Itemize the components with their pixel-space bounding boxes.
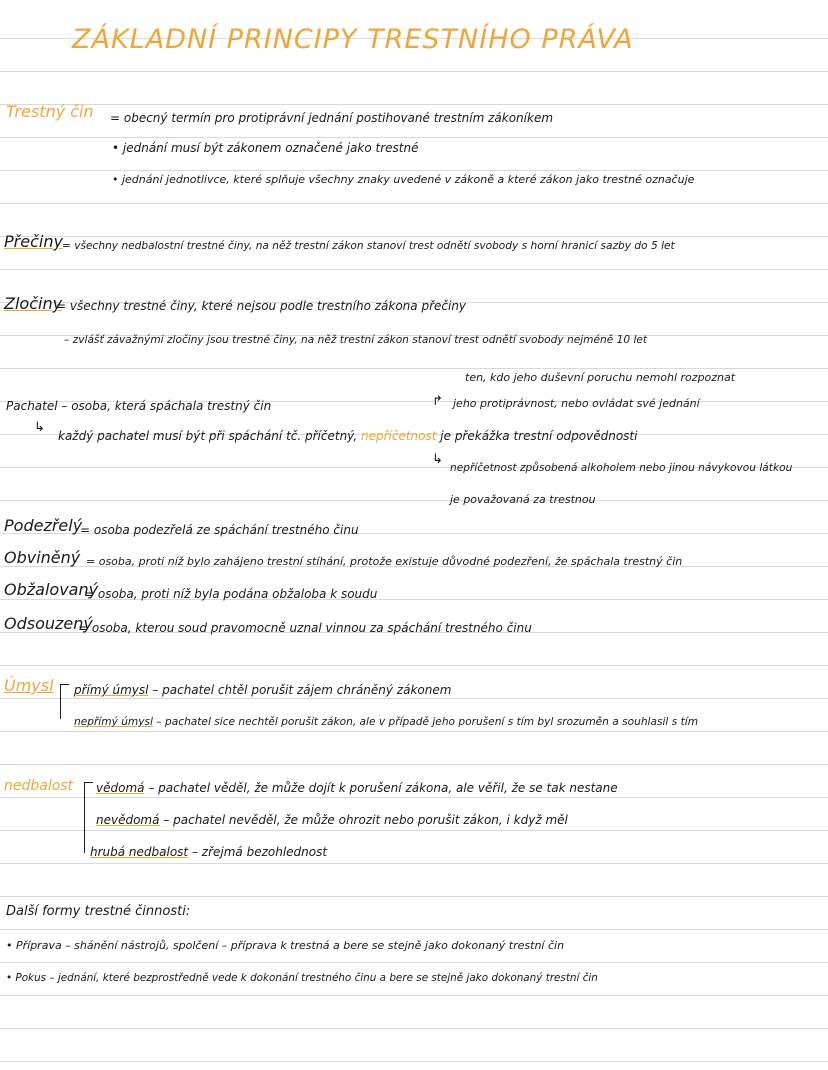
def-trestny-cin: = obecný termín pro protiprávní jednání postihované trestním zákoníkem: [110, 111, 554, 125]
term-preciny: Přečiny: [4, 232, 63, 251]
pachatel-note-2: je považovaná za trestnou: [450, 493, 596, 506]
pachatel-line-1: Pachatel – osoba, která spáchala trestný čin: [6, 399, 272, 413]
def-obvineny: = osoba, proti níž bylo zahájeno trestní stíhání, protože existuje důvodné podezření, že spáchala trestný čin: [86, 555, 683, 568]
zlociny-sub: – zvlášť závažnými zločiny jsou trestné činy, na něž trestní zákon stanoví trest odnětí svobody nejméně 10 let: [64, 334, 648, 346]
term-podezrely: Podezřelý: [4, 516, 83, 535]
dalsi-formy-item-1: • Příprava – shánění nástrojů, spolčení – příprava k trestná a bere se stejně jako dokonaný trestní čin: [6, 939, 565, 952]
pachatel-line-2-a: každý pachatel musí být při spáchání tč. příčetný,: [58, 429, 358, 443]
umysl-neprimy: [74, 714, 698, 730]
primy-umysl-label: přímý úmysl: [74, 683, 149, 697]
nevedoma-def: – pachatel nevěděl, že může ohrozit nebo porušit zákon, i když měl: [163, 813, 568, 827]
vedoma-def: – pachatel věděl, že může dojít k porušení zákona, ale věřil, že se tak nestane: [148, 781, 618, 795]
term-umysl: Úmysl: [4, 676, 54, 695]
primy-umysl-def: – pachatel chtěl porušit zájem chráněný zákonem: [152, 683, 452, 697]
nedbalost-vedoma: [96, 780, 618, 796]
pachatel-line-2-c: je překážka trestní odpovědnosti: [440, 429, 638, 443]
term-odsouzeny: Odsouzený: [4, 614, 93, 633]
def-preciny: = všechny nedbalostní trestné činy, na něž trestní zákon stanoví trest odnětí svobody s horní hranicí sazby do 5 let: [62, 240, 675, 252]
def-podezrely: = osoba podezřelá ze spáchání trestného činu: [80, 523, 359, 537]
term-trestny-cin: Trestný čin: [6, 102, 94, 121]
pachatel-right-2: jeho protiprávnost, nebo ovládat své jednání: [453, 397, 700, 410]
nedbalost-hruba: [90, 844, 327, 860]
def-zlociny: = všechny trestné činy, které nejsou podle trestního zákona přečiny: [56, 299, 467, 313]
nevedoma-label: nevědomá: [96, 813, 160, 827]
hruba-nedbalost-label: hrubá nedbalost: [90, 845, 189, 859]
pachatel-right-1: ten, kdo jeho duševní poruchu nemohl rozpoznat: [465, 371, 736, 384]
trestny-cin-bullet-2: • jednání jednotlivce, které splňuje všechny znaky uvedené v zákoně a které zákon jako trestné označuje: [112, 173, 695, 186]
nedbalost-nevedoma: [96, 812, 568, 828]
term-nedbalost: nedbalost: [4, 778, 74, 794]
trestny-cin-bullet-1: • jednání musí být zákonem označené jako trestné: [112, 141, 419, 155]
page-title: ZÁKLADNÍ PRINCIPY TRESTNÍHO PRÁVA: [72, 24, 634, 55]
turn-arrow-icon: ↱: [432, 394, 443, 409]
term-obvineny: Obviněný: [4, 548, 81, 567]
neprimy-umysl-label: nepřímý úmysl: [74, 716, 153, 728]
return-arrow-icon: ↳: [34, 420, 45, 435]
term-zlociny: Zločiny: [4, 294, 63, 313]
pachatel-note-1: nepříčetnost způsobená alkoholem nebo jinou návykovou látkou: [450, 462, 793, 474]
nepricetnost-term: nepříčetnost: [360, 429, 437, 443]
term-obzalovany: Obžalovaný: [4, 580, 99, 599]
def-obzalovany: = osoba, proti níž byla podána obžaloba k soudu: [84, 587, 378, 601]
umysl-bracket: [60, 684, 69, 719]
def-odsouzeny: = osoba, kterou soud pravomocně uznal vinnou za spáchání trestného činu: [78, 621, 532, 635]
neprimy-umysl-def: – pachatel sice nechtěl porušit zákon, ale v případě jeho porušení s tím byl srozuměn a souhlasil s tím: [156, 716, 699, 728]
pachatel-line-2: [58, 428, 637, 444]
return-arrow-icon-2: ↳: [432, 452, 443, 467]
dalsi-formy-item-2: • Pokus – jednání, které bezprostředně vede k dokonání trestného činu a bere se stejně jako dokonaný trestní čin: [6, 972, 598, 984]
umysl-primy: [74, 682, 451, 698]
dalsi-formy-heading: Další formy trestné činnosti:: [6, 904, 191, 919]
hruba-nedbalost-def: – zřejmá bezohlednost: [191, 845, 328, 859]
vedoma-label: vědomá: [96, 781, 145, 795]
nedbalost-bracket: [84, 782, 93, 853]
